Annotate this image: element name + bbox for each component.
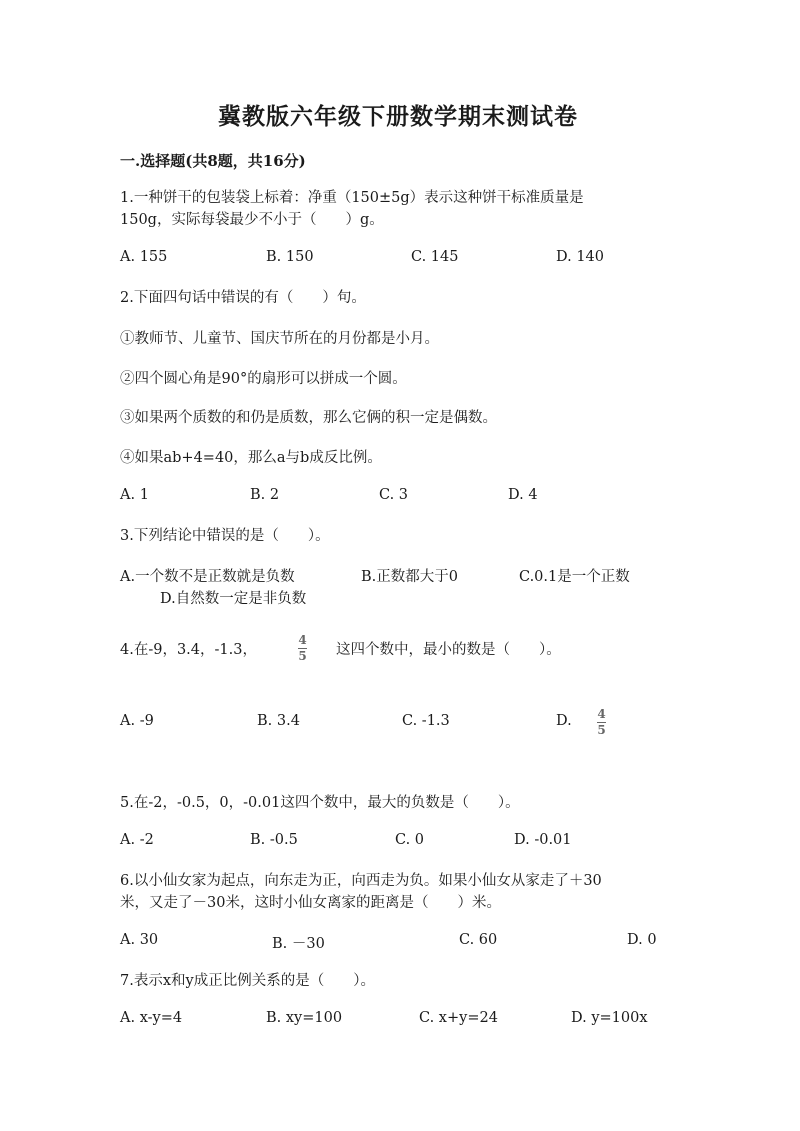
question-6-option-d[interactable]: D. 0: [627, 932, 657, 948]
question-5-option-a[interactable]: A. -2: [120, 832, 154, 848]
question-2-option-b[interactable]: B. 2: [250, 487, 280, 503]
question-4-option-a[interactable]: A. -9: [120, 713, 154, 729]
question-7-option-c[interactable]: C. x+y=24: [419, 1010, 498, 1026]
question-5-option-c[interactable]: C. 0: [395, 832, 425, 848]
question-6-line-1: 6.以小仙女家为起点，向东走为正，向西走为负。如果小仙女从家走了＋30: [120, 873, 602, 889]
question-5-option-d[interactable]: D. -0.01: [514, 832, 572, 848]
question-4-stem-before: 4.在-9，3.4，-1.3，: [120, 642, 257, 658]
question-2-option-c[interactable]: C. 3: [379, 487, 409, 503]
question-4-option-c[interactable]: C. -1.3: [402, 713, 450, 729]
question-2-statement-3: ③如果两个质数的和仍是质数，那么它俩的积一定是偶数。: [120, 410, 497, 426]
question-7-option-a[interactable]: A. x-y=4: [120, 1010, 183, 1026]
page-title: 冀教版六年级下册数学期末测试卷: [218, 103, 578, 130]
question-2-option-d[interactable]: D. 4: [508, 487, 538, 503]
question-6-option-c[interactable]: C. 60: [459, 932, 498, 948]
question-7-option-d[interactable]: D. y=100x: [571, 1010, 648, 1026]
question-4-option-d-fraction: [597, 708, 606, 737]
question-3-option-a[interactable]: A.一个数不是正数就是负数: [120, 569, 295, 585]
question-3-option-b[interactable]: B.正数都大于0: [361, 569, 458, 585]
fraction-numerator: 4: [597, 707, 606, 721]
question-1-line-2: 150g，实际每袋最少不小于（ ）g。: [120, 212, 384, 228]
section-heading: 一.选择题(共8题，共16分): [120, 152, 306, 170]
question-3-option-d[interactable]: D.自然数一定是非负数: [160, 591, 307, 607]
question-1-option-c[interactable]: C. 145: [411, 249, 459, 265]
question-1-option-a[interactable]: A. 155: [120, 249, 168, 265]
question-3-stem: 3.下列结论中错误的是（ ）。: [120, 528, 330, 544]
fraction-denominator: 5: [597, 723, 606, 737]
question-7-option-b[interactable]: B. xy=100: [266, 1010, 343, 1026]
question-1-option-d[interactable]: D. 140: [556, 249, 605, 265]
question-2-stem: 2.下面四句话中错误的有（ ）句。: [120, 290, 366, 306]
question-2-statement-4: ④如果ab+4=40，那么a与b成反比例。: [120, 450, 382, 466]
question-6-option-b[interactable]: B. －30: [272, 936, 325, 952]
question-2-statement-1: ①教师节、儿童节、国庆节所在的月份都是小月。: [120, 331, 439, 347]
question-4-fraction: [298, 634, 307, 663]
question-7-stem: 7.表示x和y成正比例关系的是（ ）。: [120, 973, 375, 989]
question-6-line-2: 米，又走了－30米，这时小仙女离家的距离是（ ）米。: [120, 895, 501, 911]
question-5-option-b[interactable]: B. -0.5: [250, 832, 298, 848]
question-4-option-b[interactable]: B. 3.4: [257, 713, 300, 729]
question-3-option-c[interactable]: C.0.1是一个正数: [519, 569, 630, 585]
question-5-stem: 5.在-2，-0.5，0，-0.01这四个数中，最大的负数是（ ）。: [120, 795, 520, 811]
fraction-denominator: 5: [298, 649, 307, 663]
question-4-stem-after: 这四个数中，最小的数是（ ）。: [336, 642, 561, 658]
fraction-numerator: 4: [298, 633, 307, 647]
question-4-option-d[interactable]: D.: [556, 713, 572, 729]
question-2-statement-2: ②四个圆心角是90°的扇形可以拼成一个圆。: [120, 371, 407, 387]
question-6-option-a[interactable]: A. 30: [120, 932, 159, 948]
question-1-option-b[interactable]: B. 150: [266, 249, 314, 265]
question-1-line-1: 1.一种饼干的包装袋上标着：净重（150±5g）表示这种饼干标准质量是: [120, 190, 584, 206]
question-2-option-a[interactable]: A. 1: [120, 487, 149, 503]
